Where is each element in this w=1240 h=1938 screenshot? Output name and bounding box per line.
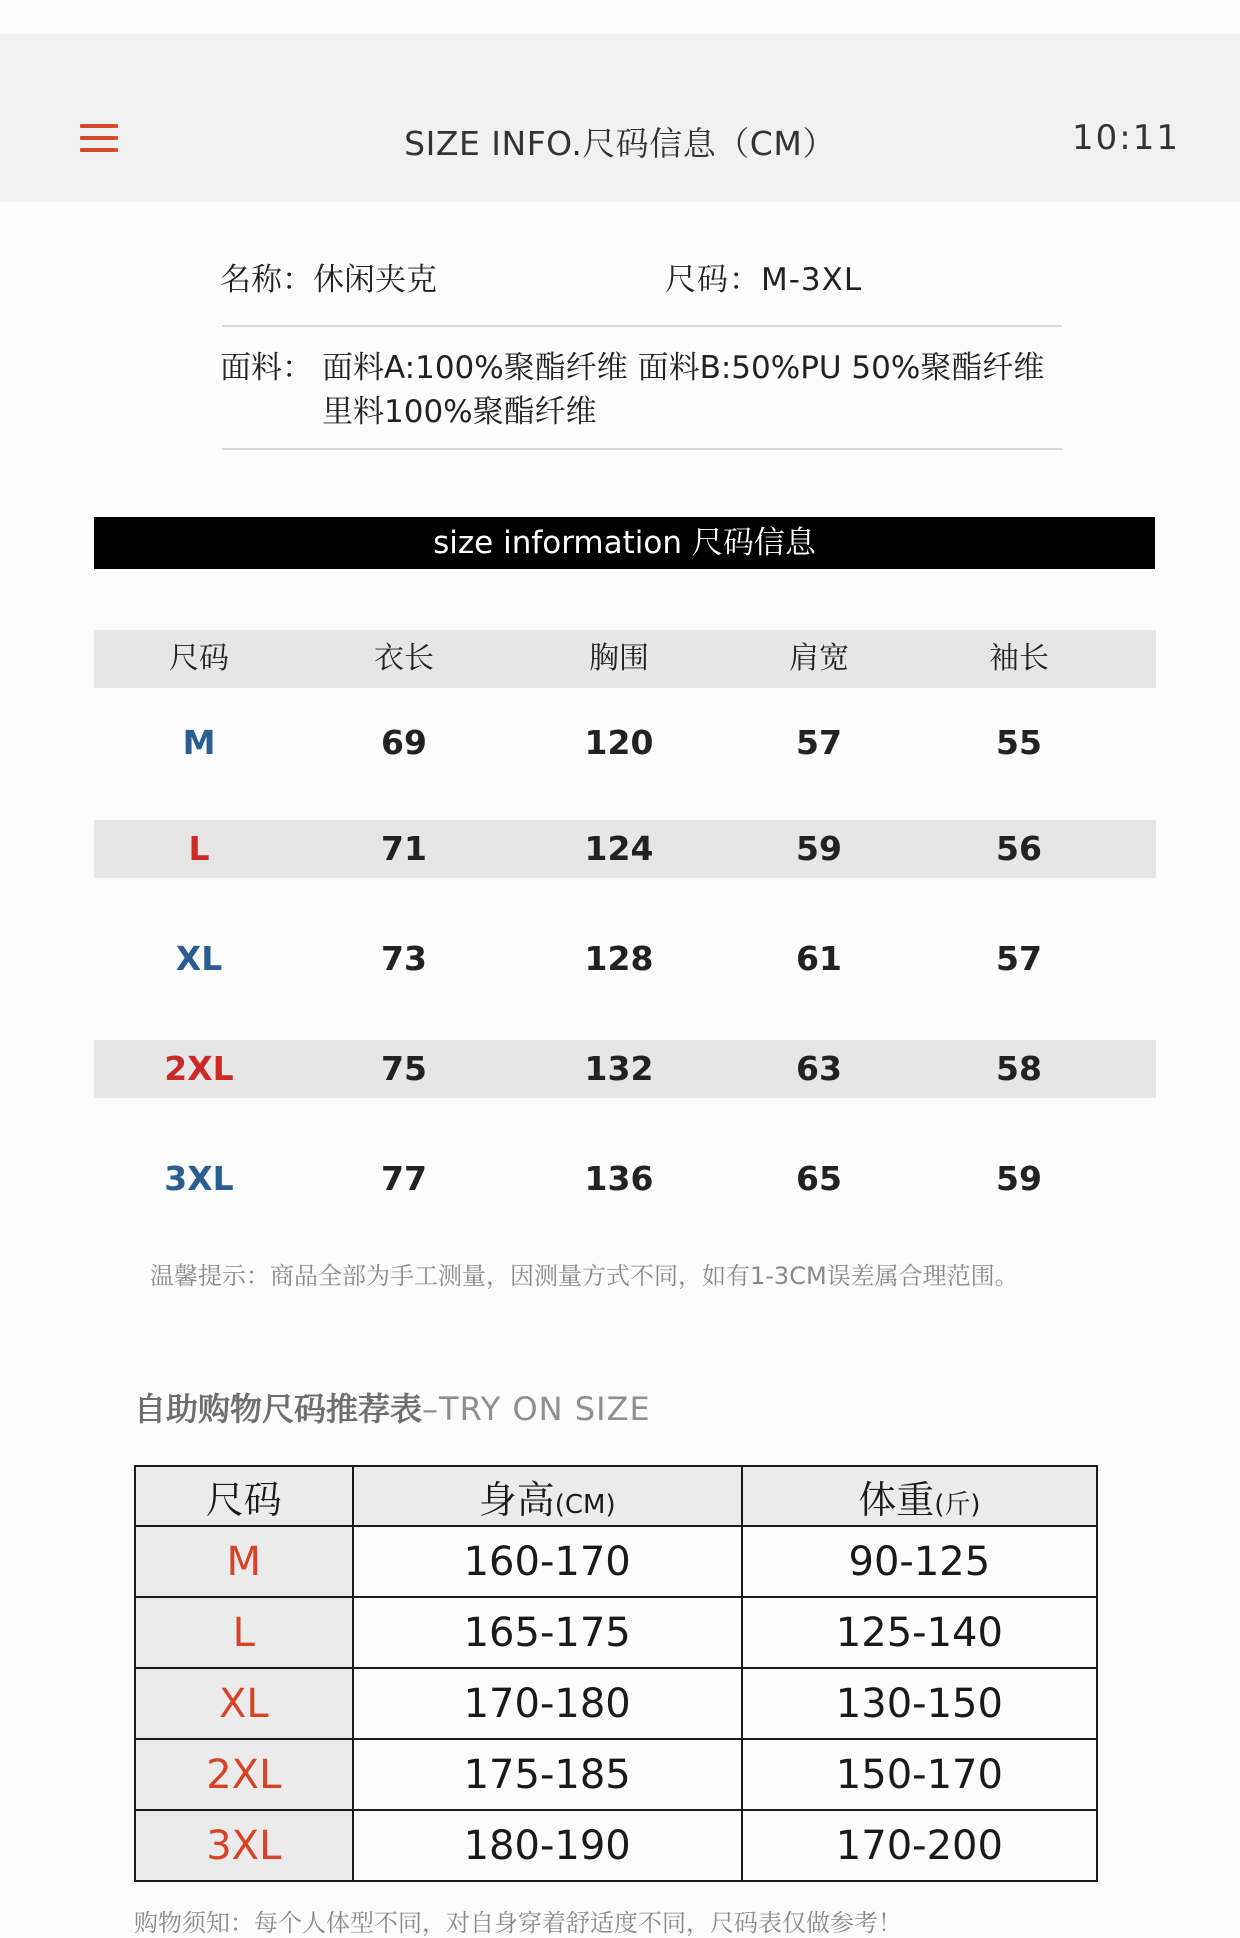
table-row — [94, 930, 1156, 988]
size-label: L — [188, 829, 210, 868]
column-header-sleeve: 袖长 — [989, 641, 1049, 676]
length-value: 77 — [381, 1159, 427, 1198]
recommend-table — [134, 1465, 1098, 1882]
shoulder-value: 65 — [796, 1159, 842, 1198]
table-row — [135, 1668, 1097, 1739]
recommend-table-header — [135, 1466, 1097, 1526]
divider — [222, 448, 1062, 450]
weight-range: 150-170 — [742, 1739, 1097, 1810]
column-header-height: 身高(CM) — [353, 1466, 742, 1526]
chest-value: 124 — [584, 829, 654, 868]
weight-range: 170-200 — [742, 1810, 1097, 1881]
chest-value: 132 — [584, 1049, 654, 1088]
column-header-shoulder: 肩宽 — [789, 641, 849, 676]
size-label: XL — [175, 939, 223, 978]
chest-value: 128 — [584, 939, 654, 978]
sleeve-value: 56 — [996, 829, 1042, 868]
chest-value: 136 — [584, 1159, 654, 1198]
size-label: M — [135, 1526, 353, 1597]
column-header-weight: 体重(斤) — [742, 1466, 1097, 1526]
divider — [222, 325, 1062, 327]
product-size-range: 尺码：M-3XL — [665, 262, 863, 298]
column-header-size: 尺码 — [135, 1466, 353, 1526]
size-table-header — [94, 630, 1156, 688]
sleeve-value: 57 — [996, 939, 1042, 978]
weight-range: 90-125 — [742, 1526, 1097, 1597]
fabric-line-1: 面料A:100%聚酯纤维 面料B:50%PU 50%聚酯纤维 — [322, 350, 1045, 386]
status-strip — [0, 0, 1240, 34]
fabric-label: 面料： — [220, 350, 313, 386]
table-row — [94, 1040, 1156, 1098]
column-header-chest: 胸围 — [589, 641, 649, 676]
sleeve-value: 58 — [996, 1049, 1042, 1088]
length-value: 73 — [381, 939, 427, 978]
size-label: M — [182, 723, 216, 762]
size-label: 3XL — [135, 1810, 353, 1881]
size-label: 2XL — [135, 1739, 353, 1810]
measurement-note: 温馨提示：商品全部为手工测量，因测量方式不同，如有1-3CM误差属合理范围。 — [150, 1262, 1019, 1290]
app-header — [0, 34, 1240, 202]
height-range: 180-190 — [353, 1810, 742, 1881]
sleeve-value: 55 — [996, 723, 1042, 762]
height-range: 165-175 — [353, 1597, 742, 1668]
sleeve-value: 59 — [996, 1159, 1042, 1198]
recommend-title-cn: 自助购物尺码推荐表 — [134, 1390, 423, 1428]
page-title: SIZE INFO.尺码信息（CM） — [404, 124, 836, 163]
height-range: 170-180 — [353, 1668, 742, 1739]
length-value: 71 — [381, 829, 427, 868]
shopping-note: 购物须知：每个人体型不同，对自身穿着舒适度不同，尺码表仅做参考！ — [134, 1909, 902, 1937]
size-label: L — [135, 1597, 353, 1668]
shoulder-value: 57 — [796, 723, 842, 762]
table-row — [94, 1150, 1156, 1208]
table-row — [135, 1526, 1097, 1597]
column-header-size: 尺码 — [169, 641, 229, 676]
table-row — [135, 1739, 1097, 1810]
size-label: 2XL — [164, 1049, 234, 1088]
shoulder-value: 61 — [796, 939, 842, 978]
size-label: 3XL — [164, 1159, 234, 1198]
size-label: XL — [135, 1668, 353, 1739]
product-name: 名称：休闲夹克 — [220, 262, 437, 298]
length-value: 75 — [381, 1049, 427, 1088]
height-range: 160-170 — [353, 1526, 742, 1597]
table-row — [94, 820, 1156, 878]
recommend-title — [134, 1384, 651, 1430]
weight-range: 125-140 — [742, 1597, 1097, 1668]
table-row — [135, 1597, 1097, 1668]
size-info-banner: size information 尺码信息 — [94, 517, 1155, 569]
shoulder-value: 59 — [796, 829, 842, 868]
chest-value: 120 — [584, 723, 654, 762]
weight-range: 130-150 — [742, 1668, 1097, 1739]
fabric-line-2: 里料100%聚酯纤维 — [322, 394, 597, 430]
clock-time: 10:11 — [1072, 118, 1180, 158]
shoulder-value: 63 — [796, 1049, 842, 1088]
recommend-title-en: –TRY ON SIZE — [422, 1390, 651, 1428]
length-value: 69 — [381, 723, 427, 762]
table-row — [94, 714, 1156, 772]
table-row — [135, 1810, 1097, 1881]
column-header-length: 衣长 — [374, 641, 434, 676]
height-range: 175-185 — [353, 1739, 742, 1810]
